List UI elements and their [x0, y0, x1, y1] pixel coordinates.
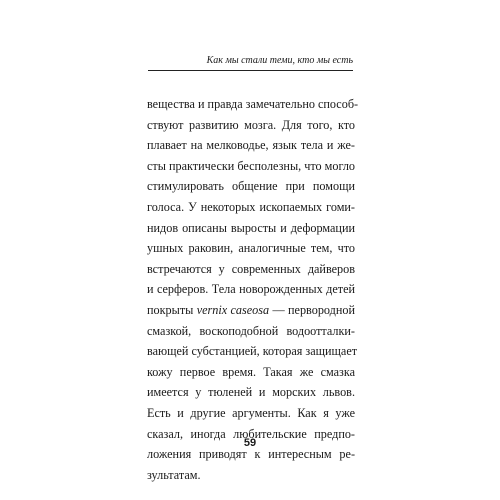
- text-line: [147, 300, 355, 321]
- text-run: вающей субстанцией, которая защищает: [147, 344, 358, 359]
- page-number: 59: [243, 437, 257, 449]
- text-run: Есть и другие аргументы. Как я уже: [147, 405, 355, 420]
- text-line: [147, 218, 355, 239]
- text-run: плавает на мелководье, язык тела и же-: [147, 138, 355, 153]
- text-run: имеется у тюленей и морских львов.: [147, 385, 355, 400]
- text-line: [147, 176, 355, 197]
- text-run: зультатам.: [147, 467, 201, 482]
- text-run: смазкой, воскоподобной водоотталки-: [147, 323, 355, 338]
- text-run: ложения приводят к интересным ре-: [147, 447, 355, 462]
- text-run: встречаются у современных дайверов: [147, 261, 355, 276]
- text-run: нидов описаны выросты и деформации: [147, 220, 355, 235]
- text-run: вещества и правда замечательно способ-: [147, 97, 359, 111]
- running-head: Как мы стали теми, кто мы есть: [206, 55, 353, 66]
- text-run: сты практически бесполезны, что могло: [147, 158, 356, 173]
- text-run: голоса. У некоторых ископаемых гоми-: [147, 199, 355, 214]
- text-run: и серферов. Тела новорожденных детей: [147, 282, 355, 297]
- text-line: [147, 279, 355, 300]
- text-run: покрыты: [147, 302, 197, 317]
- text-line: [147, 238, 355, 259]
- text-line: [147, 382, 355, 403]
- body-text: [147, 94, 359, 485]
- text-line: [147, 115, 355, 136]
- text-line: [147, 341, 358, 362]
- text-line: [147, 259, 355, 280]
- text-line: [147, 403, 355, 424]
- text-line: [147, 135, 355, 156]
- text-run: — первородной: [269, 302, 355, 317]
- header-rule: [148, 70, 353, 71]
- text-run: сказал, иногда любительские предпо-: [147, 426, 355, 441]
- text-line: [147, 362, 355, 383]
- text-line: [147, 156, 355, 177]
- text-line: [147, 321, 355, 342]
- text-line: [147, 197, 355, 218]
- text-line: [147, 94, 359, 115]
- text-line: [147, 465, 355, 486]
- italic-term: vernix caseosa: [196, 302, 270, 317]
- text-run: кожу первое время. Такая же смазка: [147, 364, 355, 379]
- text-run: стимулировать общение при помощи: [147, 179, 355, 194]
- text-run: ушных раковин, аналогичные тем, что: [147, 241, 355, 256]
- text-run: ствуют развитию мозга. Для того, кто: [147, 117, 355, 132]
